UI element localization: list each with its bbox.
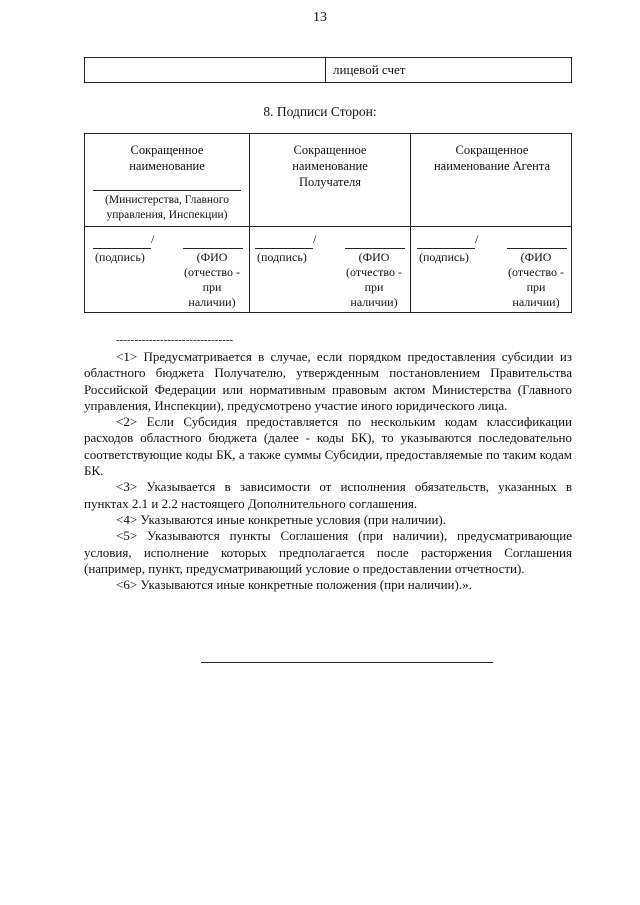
fio-line-text: наличии): [512, 295, 560, 309]
account-table-row: [84, 57, 572, 83]
ministry-heading: [85, 142, 249, 174]
fio-label: [341, 250, 407, 310]
slash: /: [475, 232, 479, 246]
account-cell: лицевой счет: [333, 62, 406, 77]
signature-label: (подпись): [95, 250, 145, 264]
slash: /: [313, 232, 317, 246]
signature-label: (подпись): [257, 250, 307, 264]
fio-line-text: наличии): [350, 295, 398, 309]
heading-line: наименование Агента: [433, 159, 551, 173]
fio-label: [179, 250, 245, 310]
section-title: 8. Подписи Сторон:: [263, 104, 377, 119]
signature-label: (подпись): [419, 250, 469, 264]
footnote: <5> Указываются пункты Соглашения (при наличии), предусматривающие условия, исполнение которых предполагается после расторжения Соглашения (например, пункт, предусматривающий условие о предоставлении отчетности).: [84, 528, 572, 576]
footnote: <1> Предусматривается в случае, если порядком предоставления субсидии из областного бюджета Получателю, утвержденным постановлением Правительства Российской Федерации или нормативным правовым актом Министерства (Главного управления, Инспекции), предусмотрено участие иного юридического лица.: [84, 349, 572, 413]
heading-line: Сокращенное: [293, 143, 367, 157]
fio-line: [507, 248, 567, 249]
footnote-separator: --------------------------------: [116, 334, 234, 346]
closing-rule: [201, 662, 493, 663]
signatures-table: [84, 133, 572, 313]
page-number: 13: [313, 10, 327, 25]
fio-line-text: (ФИО: [520, 250, 552, 264]
footnotes: [84, 349, 572, 593]
heading-line: наименование: [129, 159, 205, 173]
footnote: <3> Указывается в зависимости от исполнения обязательств, указанных в пунктах 2.1 и 2.2 настоящего Дополнительного соглашения.: [84, 479, 572, 511]
slash: /: [151, 232, 155, 246]
fio-line-text: наличии): [188, 295, 236, 309]
fio-line-text: при: [202, 280, 222, 294]
fio-line: [183, 248, 243, 249]
fio-line-text: (ФИО: [196, 250, 228, 264]
heading-line: Сокращенное: [455, 143, 529, 157]
signature-line: [417, 248, 475, 249]
subcaption-line: (Министерства, Главного: [105, 194, 229, 206]
footnote: <4> Указываются иные конкретные условия (при наличии).: [116, 511, 447, 527]
fio-line-text: (отчество -: [346, 265, 402, 279]
fio-line-text: (ФИО: [358, 250, 390, 264]
ministry-subcaption: [85, 193, 249, 223]
fio-line: [345, 248, 405, 249]
fio-line-text: при: [526, 280, 546, 294]
footnote: <2> Если Субсидия предоставляется по нескольким кодам классификации расходов областного бюджета (далее - коды БК), то указываются последовательно соответствующие коды БК, а также суммы Субсидии, предоставляемые по таким кодам БК.: [84, 414, 572, 479]
recipient-heading: [250, 142, 410, 190]
heading-line: Сокращенное: [130, 143, 204, 157]
agent-heading: [411, 142, 573, 174]
fio-line-text: при: [364, 280, 384, 294]
subcaption-line: управления, Инспекции): [106, 209, 228, 221]
fio-line-text: (отчество -: [184, 265, 240, 279]
heading-line: Получателя: [298, 175, 362, 189]
table-divider: [325, 58, 326, 82]
row-divider: [85, 226, 571, 227]
signature-line: [93, 248, 151, 249]
signature-line: [255, 248, 313, 249]
name-underline: [93, 190, 241, 191]
heading-line: наименование: [292, 159, 368, 173]
fio-line-text: (отчество -: [508, 265, 564, 279]
footnote: <6> Указываются иные конкретные положения (при наличии).».: [116, 577, 472, 593]
fio-label: [503, 250, 569, 310]
